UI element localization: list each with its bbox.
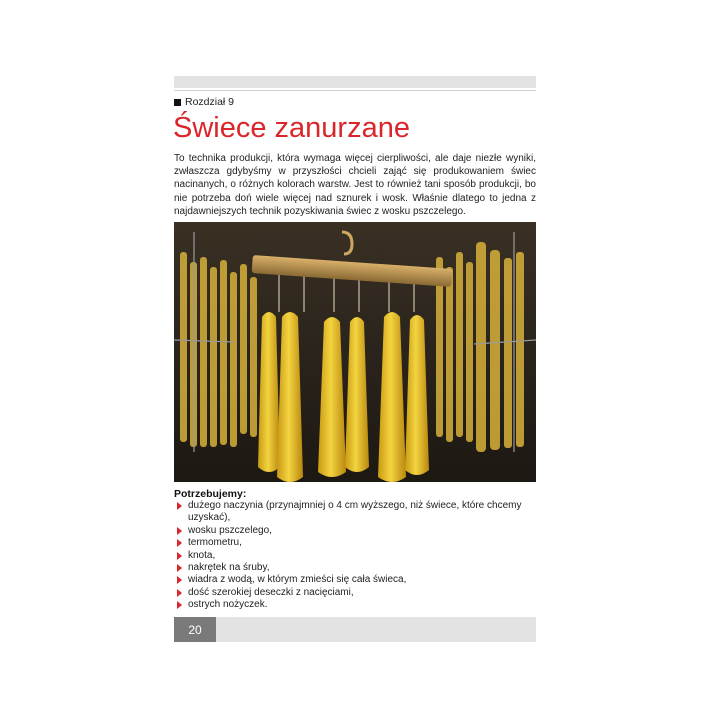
triangle-bullet-icon	[177, 527, 182, 535]
top-decorative-bar	[174, 76, 536, 88]
page-number: 20	[174, 617, 216, 642]
top-rule	[174, 90, 536, 91]
triangle-bullet-icon	[177, 552, 182, 560]
list-item: wosku pszczelego,	[174, 525, 536, 537]
list-item: termometru,	[174, 537, 536, 549]
triangle-bullet-icon	[177, 539, 182, 547]
page-title: Świece zanurzane	[173, 112, 410, 144]
candle-dipping-photo	[174, 222, 536, 482]
list-item: wiadra z wodą, w którym zmieści się cała świeca,	[174, 574, 536, 586]
list-item: dość szerokiej deseczki z nacięciami,	[174, 587, 536, 599]
needs-list	[174, 500, 536, 612]
chapter-label	[174, 96, 234, 108]
needs-heading: Potrzebujemy:	[174, 488, 247, 500]
triangle-bullet-icon	[177, 564, 182, 572]
list-item: knota,	[174, 550, 536, 562]
chapter-text: Rozdział 9	[185, 96, 235, 108]
square-bullet-icon	[174, 99, 181, 106]
list-item: nakrętek na śruby,	[174, 562, 536, 574]
list-item: dużego naczynia (przynajmniej o 4 cm wyższego, niż świece, które chcemy uzyskać),	[174, 500, 536, 525]
triangle-bullet-icon	[177, 589, 182, 597]
intro-paragraph: To technika produkcji, która wymaga więcej cierpliwości, ale daje niezłe wyniki, zwłaszcza gdybyśmy w przyszłości chcieli zająć się produkowaniem świec nacinanych, o różnych kolorach warstw. Jest to również tani sposób produkcji, bo nie potrzeba doń wiele więcej nad sznurek i wosk. Właśnie dlatego to jedna z najdawniejszych technik pozyskiwania świec z wosku pszczelego.	[174, 153, 536, 217]
triangle-bullet-icon	[177, 576, 182, 584]
list-item: ostrych nożyczek.	[174, 599, 536, 611]
bottom-decorative-bar	[174, 617, 536, 642]
triangle-bullet-icon	[177, 502, 182, 510]
triangle-bullet-icon	[177, 601, 182, 609]
